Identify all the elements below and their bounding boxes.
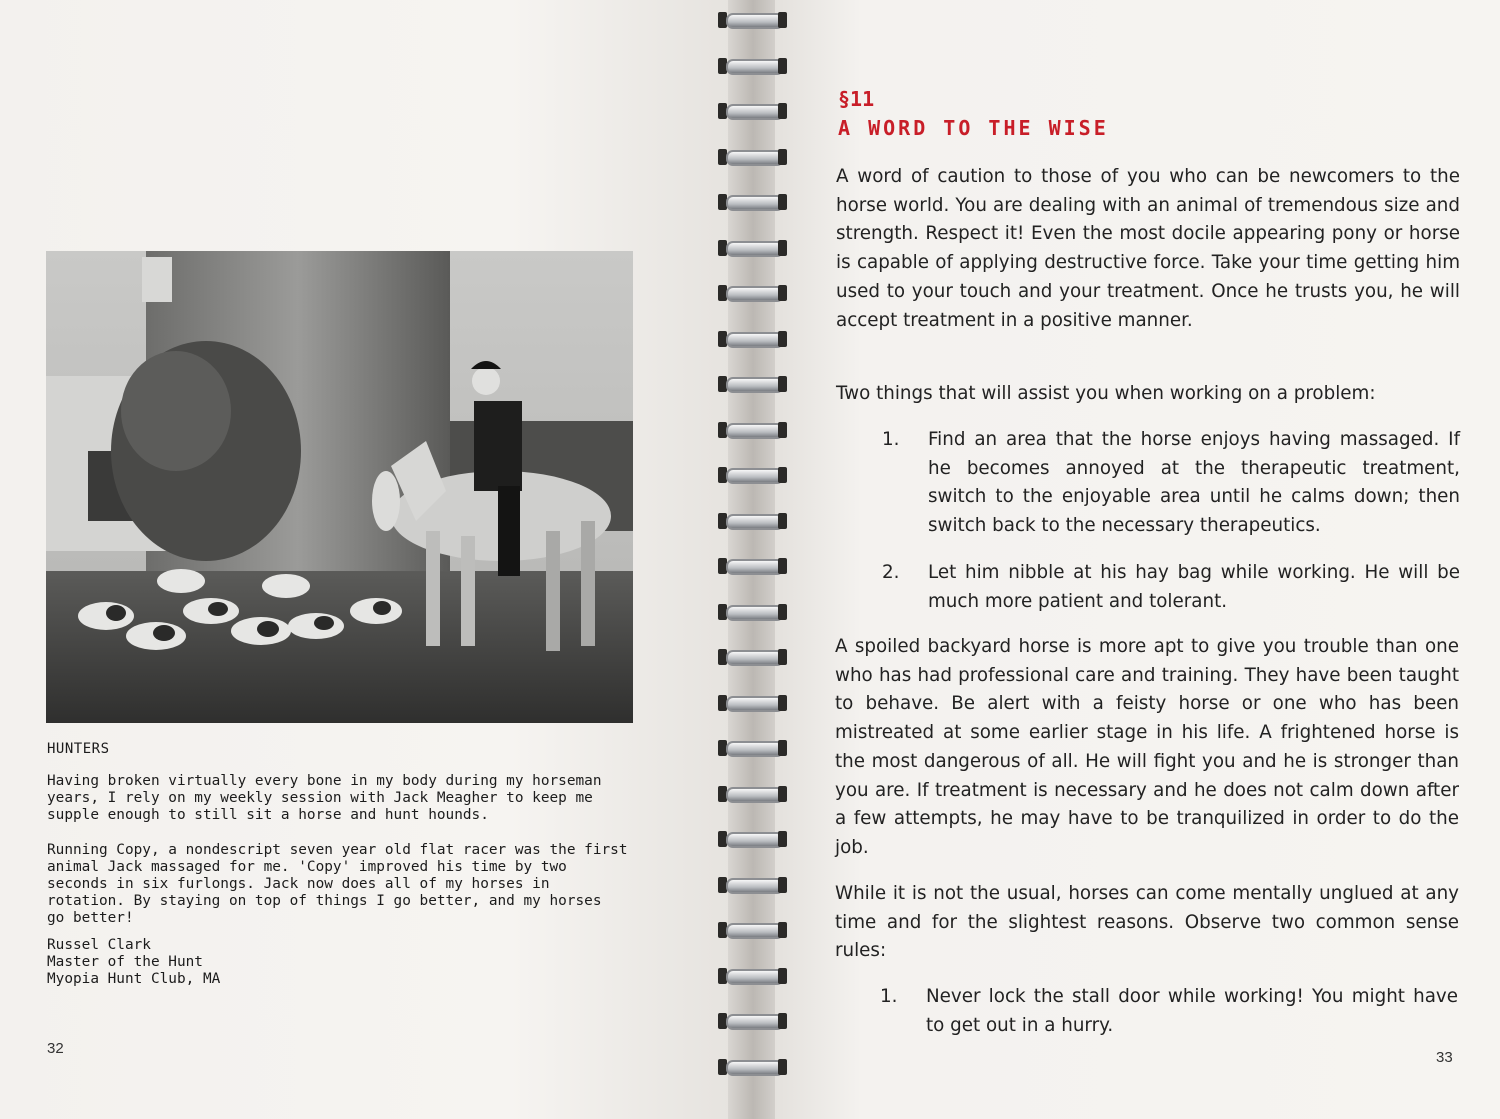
spiral-coil <box>718 238 788 258</box>
spiral-coil <box>718 556 788 576</box>
testimonial-signature: Russel Clark Master of the Hunt Myopia Hunt Club, MA <box>47 937 221 987</box>
testimonial-paragraph: Having broken virtually every bone in my body during my horseman years, I rely on my weekly session with Jack Meagher to keep me supple enough to still sit a horse and hunt hounds. <box>47 773 602 823</box>
list-item <box>880 983 1458 1040</box>
page-number-right: 33 <box>1436 1049 1453 1066</box>
list-item <box>882 559 1460 616</box>
list-item-number: 1. <box>880 986 898 1007</box>
page-number-left: 32 <box>47 1040 64 1057</box>
spiral-coil <box>718 829 788 849</box>
list-item-text: Let him nibble at his hay bag while working. He will be much more patient and tolerant. <box>928 562 1460 612</box>
spiral-coil <box>718 56 788 76</box>
list-item <box>882 426 1460 541</box>
spiral-coil <box>718 374 788 394</box>
spiral-coil <box>718 784 788 804</box>
testimonial-paragraph: Running Copy, a nondescript seven year old flat racer was the first animal Jack massaged for me. 'Copy' improved his time by two seconds in six furlongs. Jack now does all of my horses in rotation. By staying on top of things I go better, and my horses go better! <box>47 842 628 926</box>
list-item-number: 1. <box>882 429 900 450</box>
spiral-coil <box>718 738 788 758</box>
spiral-coil <box>718 875 788 895</box>
body-paragraph: Two things that will assist you when working on a problem: <box>836 383 1376 404</box>
body-paragraph: A spoiled backyard horse is more apt to give you trouble than one who has had professional care and training. They have been taught to behave. Be alert with a feisty horse or one who has been mistreated at some earlier stage in his life. A frightened horse is the most dangerous of all. He will fight you and he is stronger than you are. If treatment is necessary and he does not calm down after a few attempts, he may have to be tranquilized in order to do the job. <box>835 636 1459 858</box>
spiral-coil <box>718 465 788 485</box>
spiral-coil <box>718 1011 788 1031</box>
spiral-coil <box>718 647 788 667</box>
section-number: §11 <box>838 87 875 111</box>
spiral-coil <box>718 966 788 986</box>
spiral-coil <box>718 1057 788 1077</box>
list-item-number: 2. <box>882 562 900 583</box>
spiral-coil <box>718 602 788 622</box>
spiral-coil <box>718 101 788 121</box>
spiral-coil <box>718 192 788 212</box>
spiral-coil <box>718 920 788 940</box>
body-paragraph: While it is not the usual, horses can come mentally unglued at any time and for the slightest reasons. Observe two common sense rules: <box>835 883 1459 962</box>
spiral-coil <box>718 420 788 440</box>
section-title: A WORD TO THE WISE <box>838 116 1109 140</box>
spiral-coil <box>718 283 788 303</box>
spiral-coil <box>718 693 788 713</box>
spiral-coil <box>718 511 788 531</box>
hunters-photo <box>46 251 633 723</box>
caption-title: HUNTERS <box>47 741 110 757</box>
list-item-text: Find an area that the horse enjoys having massaged. If he becomes annoyed at the therapeutic treatment, switch to the enjoyable area until he calms down; then switch back to the necessary therapeutics. <box>928 429 1460 537</box>
spiral-coil <box>718 147 788 167</box>
body-paragraph: A word of caution to those of you who can be newcomers to the horse world. You are dealing with an animal of tremendous size and strength. Respect it! Even the most docile appearing pony or horse is capable of applying destructive force. Take your time getting him used to your touch and your treatment. Once he trusts you, he will accept treatment in a positive manner. <box>836 166 1460 331</box>
list-item-text: Never lock the stall door while working! You might have to get out in a hurry. <box>926 986 1458 1036</box>
hunters-photo-image <box>46 251 633 723</box>
spiral-coil <box>718 10 788 30</box>
spiral-coil <box>718 329 788 349</box>
